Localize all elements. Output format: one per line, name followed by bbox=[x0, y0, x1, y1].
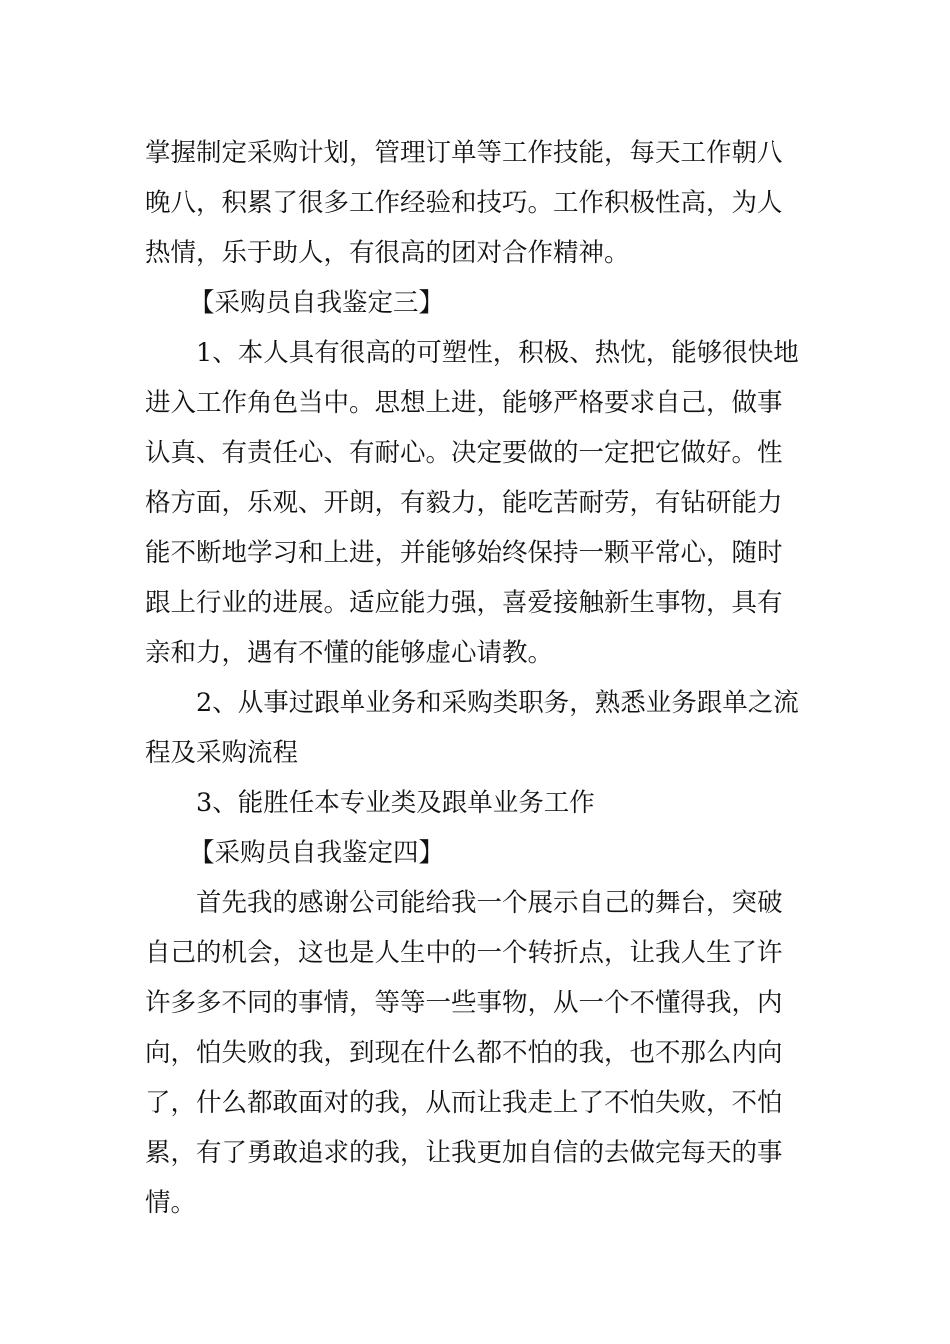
text-line: 情。 bbox=[145, 1188, 197, 1218]
text-line: 认真、有责任心、有耐心。决定要做的一定把它做好。性 bbox=[145, 438, 783, 468]
text-line: 跟上行业的进展。适应能力强，喜爱接触新生事物，具有 bbox=[145, 588, 783, 618]
text-line: 程及采购流程 bbox=[145, 738, 299, 768]
text-line: 累，有了勇敢追求的我，让我更加自信的去做完每天的事 bbox=[145, 1138, 783, 1168]
text-line: 2、从事过跟单业务和采购类职务，熟悉业务跟单之流 bbox=[196, 688, 799, 718]
text-line: 许多多不同的事情，等等一些事物，从一个不懂得我，内 bbox=[145, 988, 783, 1018]
text-line: 掌握制定采购计划，管理订单等工作技能，每天工作朝八 bbox=[145, 138, 783, 168]
text-line: 自己的机会，这也是人生中的一个转折点，让我人生了许 bbox=[145, 938, 783, 968]
text-line: 向，怕失败的我，到现在什么都不怕的我，也不那么内向 bbox=[145, 1038, 783, 1068]
text-line: 热情，乐于助人，有很高的团对合作精神。 bbox=[145, 238, 630, 268]
text-line: 进入工作角色当中。思想上进，能够严格要求自己，做事 bbox=[145, 388, 783, 418]
section-heading-three: 【采购员自我鉴定三】 bbox=[189, 288, 445, 318]
text-line: 亲和力，遇有不懂的能够虚心请教。 bbox=[145, 638, 554, 668]
section-heading-four: 【采购员自我鉴定四】 bbox=[189, 838, 445, 868]
text-line: 晚八，积累了很多工作经验和技巧。工作积极性高，为人 bbox=[145, 188, 783, 218]
text-line: 能不断地学习和上进，并能够始终保持一颗平常心，随时 bbox=[145, 538, 783, 568]
text-line: 3、能胜任本专业类及跟单业务工作 bbox=[196, 788, 595, 818]
text-line: 1、本人具有很高的可塑性，积极、热忱，能够很快地 bbox=[196, 338, 799, 368]
text-line: 首先我的感谢公司能给我一个展示自己的舞台，突破 bbox=[196, 888, 783, 918]
text-line: 了，什么都敢面对的我，从而让我走上了不怕失败，不怕 bbox=[145, 1088, 783, 1118]
text-line: 格方面，乐观、开朗，有毅力，能吃苦耐劳，有钻研能力 bbox=[145, 488, 783, 518]
document-body bbox=[145, 128, 805, 1228]
